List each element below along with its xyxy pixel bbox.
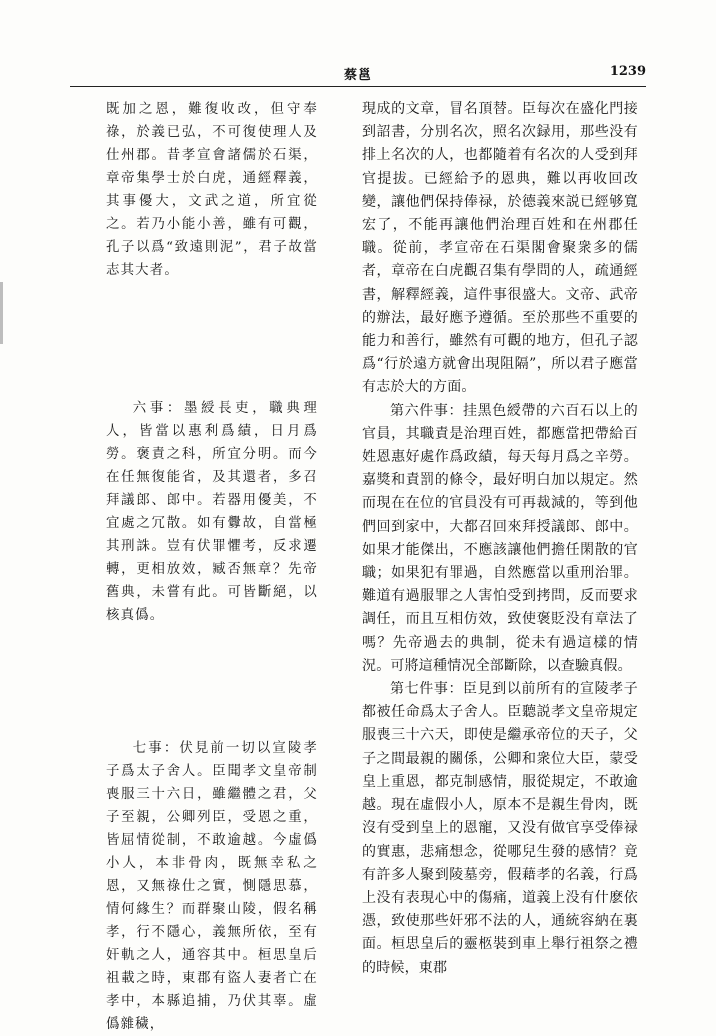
translation-paragraph-1: 現成的文章，冒名頂替。臣每次在盛化門接到詔書，分別名次，照名次録用，那些没有排上名次的人，也都隨着有名次的人受到拜官提拔。已經給予的恩典，難以再收回改變，讓他們保持俸禄，於德義來説已經够寬宏了，不能再讓他們治理百姓和在州郡任職。從前，孝宣帝在石渠閣會聚衆多的儒者，章帝在白虎觀召集有學問的人，疏通經書，解釋經義，這件事很盛大。文帝、武帝的辦法，最好應予遵循。至於那些不重要的能力和善行，雖然有可觀的地方，但孔子認爲“行於遠方就會出現阻隔”，所以君子應當有志於大的方面。 — [362, 101, 638, 396]
translation-column — [362, 98, 638, 980]
header-rule — [70, 86, 646, 87]
translation-paragraph-3: 第七件事：臣見到以前所有的宣陵孝子都被任命爲太子舍人。臣聽説孝文皇帝規定服喪三十六天，即使是繼承帝位的天子，父子之間最親的關係，公卿和衆位大臣，蒙受皇上重恩，都克制感情，服從規定，不敢逾越。現在虛假小人，原本不是親生骨肉，既沒有受到皇上的恩寵，又没有做官享受俸禄的實惠，悲痛想念，從哪兒生發的感情？竟有許多人聚到陵墓旁，假藉孝的名義，行爲上没有表現心中的傷痛，道義上没有什麽依憑，致使那些奸邪不法的人，通統容納在裏面。桓思皇后的靈柩裝到車上舉行祖祭之禮的時候，東郡 — [362, 681, 638, 976]
classical-paragraph-2: 六事：墨綬長吏，職典理人，皆當以惠利爲績，日月爲勞。褒責之科，所宜分明。而今在任無復能省，及其還者，多召拜議郎、郎中。若器用優美，不宜處之冗散。如有釁故，自當極其刑誅。豈有伏罪懼考，反求遷轉，更相放效，臧否無章？先帝舊典，未嘗有此。可皆斷絕，以核真僞。 — [106, 401, 318, 623]
translation-paragraph-2: 第六件事：挂黑色綬帶的六百石以上的官員，其職責是治理百姓，都應當把帶給百姓恩惠好處作爲政績，每天每月爲之辛勞。嘉獎和責罰的條令，最好明白加以規定。然而現在在位的官員没有可再裁減的，等到他們回到家中，大都召回來拜授議郎、郎中。如果才能傑出，不應該讓他們擔任閑散的官職；如果犯有罪過，自然應當以重刑治罪。難道有過服罪之人害怕受到拷問，反而要求調任，而且互相仿效，致使褒貶没有章法了嗎？先帝過去的典制，從未有過這樣的情況。可將這種情况全部斷除，以查驗真假。 — [362, 402, 638, 674]
classical-text-column — [106, 98, 318, 1036]
classical-paragraph-3: 七事：伏見前一切以宣陵孝子爲太子舍人。臣聞孝文皇帝制喪服三十六日，雖繼體之君，父子至親，公卿列臣，受恩之重，皆屈情從制，不敢逾越。今虛僞小人，本非骨肉，既無幸私之恩，又無祿仕之實，惻隱思慕，情何緣生？而群聚山陵，假名稱孝，行不隱心，義無所依，至有奸軌之人，通容其中。桓思皇后祖載之時，東郡有盜人妻者亡在孝中，本縣追捕，乃伏其辜。虛僞雜穢， — [106, 741, 318, 1032]
page-header — [70, 64, 646, 86]
page-number: 1239 — [609, 64, 646, 79]
running-title: 蔡邕 — [343, 68, 372, 83]
paragraph-gap — [106, 282, 318, 397]
classical-paragraph-1: 既加之恩，難復收改，但守奉祿，於義已弘，不可復使理人及仕州郡。昔孝宣會諸儒於石渠，章帝集學士於白虎，通經釋義，其事優大，文武之道，所宜從之。若乃小能小善，雖有可觀，孔子以爲“致遠則泥”，君子故當志其大者。 — [106, 102, 318, 278]
paragraph-gap — [106, 627, 318, 737]
scan-margin-mark — [0, 282, 3, 344]
